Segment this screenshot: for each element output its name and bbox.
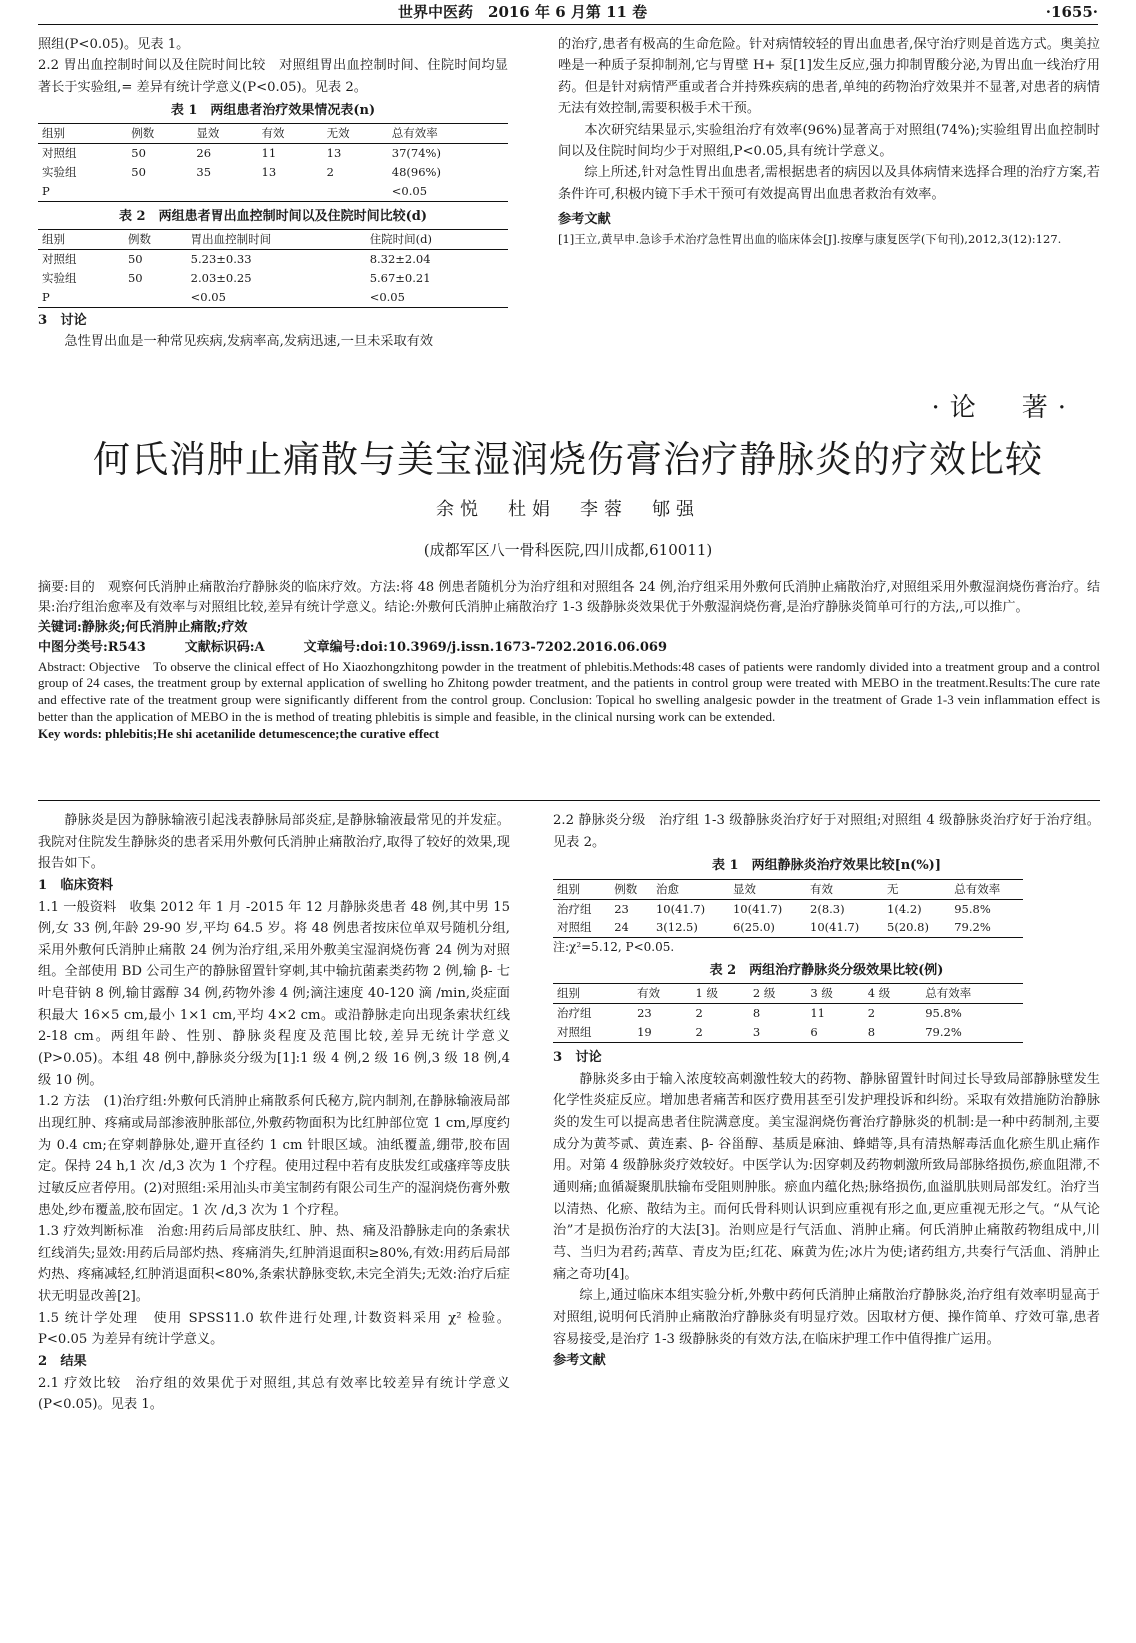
table-header-cell: 组别 [553,879,610,899]
table-cell: <0.05 [366,288,508,307]
table-header-cell: 显效 [192,124,257,144]
table-cell: 8 [864,1023,921,1042]
table-cell: 50 [127,251,143,266]
running-header [38,0,1098,25]
table-cell: 2.03±0.25 [190,270,252,285]
table-cell: 2 [695,1006,703,1021]
table-cell: 治疗组 [557,901,592,916]
prev-text: 的治疗,患者有极高的生命危险。针对病情较轻的胃出血患者,保守治疗则是首选方式。奥美拉唑是一种质子泵抑制剂,它与胃壁 H+ 泵[1]发生反应,强力抑制胃酸分泌,为胃出血一线治疗用药。但是针对病情严重或者合并持殊疾病的患者,单纯的药物治疗效果并不显著,对患者的病情无法有效控制,需要积极手术干预。 [558,37,1100,117]
table-header-cell: 总有效率 [921,984,1023,1004]
keywords-cn: 关键词:静脉炎;何氏消肿止痛散;疗效 [38,620,248,636]
table-cell: 5(20.8) [883,918,950,937]
section-heading: 2 结果 [38,1354,87,1370]
prev-table-2 [38,229,508,308]
table-cell: 10(41.7) [732,901,783,916]
prev-text: 本次研究结果显示,实验组治疗有效率(96%)显著高于对照组(74%);实验组胃出血控制时间以及住院时间均少于对照组,P<0.05,具有统计学意义。 [558,122,1100,159]
table-cell: 79.2% [950,918,1023,937]
table-cell: 48(96%) [391,165,441,180]
table-row [38,182,508,201]
prev-table-1 [38,123,508,202]
table-header-row [38,124,508,144]
article-authors: 余悦 杜娟 李蓉 郇强 [436,499,700,520]
article-text: 2.2 静脉炎分级 治疗组 1-3 级静脉炎治疗好于对照组;对照组 4 级静脉炎治疗好于治疗组。见表 2。 [553,813,1100,850]
table-cell: 95.8% [954,901,991,916]
table-cell: 3(12.5) [652,918,729,937]
table-cell: P [38,288,124,307]
table-cell: 5.67±0.21 [369,270,431,285]
keywords-en: Key words: phlebitis;He shi acetanilide detumescence;the curative effect [38,726,440,742]
table-header-cell: 胃出血控制时间 [187,229,366,249]
table-cell: 23 [614,901,629,916]
table-row [38,288,508,307]
section-heading: 3 讨论 [38,312,87,328]
table-caption: 表 1 两组患者治疗效果情况表(n) [170,103,376,119]
table-caption: 表 2 两组患者胃出血控制时间以及住院时间比较(d) [119,208,427,224]
article-text: 静脉炎是因为静脉输液引起浅表静脉局部炎症,是静脉输液最常见的并发症。我院对住院发生静脉炎的患者采用外敷何氏消肿止痛散治疗,取得了较好的效果,现报告如下。 [38,813,510,872]
article-table-2 [553,983,1023,1043]
section-tag: ·论 著· [931,393,1076,423]
table-cell: 10(41.7) [655,901,706,916]
table-caption: 表 2 两组治疗静脉炎分级效果比较(例) [709,963,944,979]
section-heading: 3 讨论 [553,1050,602,1066]
prev-text: 综上所述,针对急性胃出血患者,需根据患者的病因以及具体病情来选择合理的治疗方案,若条件许可,积极内镜下手术干预可有效提高胃出血患者救治有效率。 [558,165,1100,202]
table-header-row [38,229,508,249]
table-caption: 表 1 两组静脉炎治疗效果比较[n(%)] [712,858,941,874]
table-row [38,144,508,163]
table-cell: 6(25.0) [729,918,806,937]
table-row [38,269,508,288]
table-cell: 6 [806,1023,863,1042]
table-cell: 26 [196,146,212,161]
references-heading: 参考文献 [558,212,611,227]
table-cell: 对照组 [553,1023,633,1042]
abstract-block [38,578,1100,743]
table-row [553,1004,1023,1023]
table-cell [192,182,257,201]
table-header-row [553,984,1023,1004]
article-title: 何氏消肿止痛散与美宝湿润烧伤膏治疗静脉炎的疗效比较 [93,438,1043,481]
article-text: 静脉炎多由于输入浓度较高刺激性较大的药物、静脉留置针时间过长导致局部静脉壁发生化学性炎症反应。增加患者痛苦和医疗费用甚至引发护理投诉和纠纷。采取有效措施防治静脉炎的发生可以提高患者住院满意度。美宝湿润烧伤膏治疗静脉炎的机制:是一种中药制剂,主要成分为黄芩贰、黄连素、β- 谷甾醇、基质是麻油、蜂蜡等,具有清热解毒活血化瘀生肌止痛作用。对第 4 级静脉炎疗效较好。中医学认为:因穿刺及药物刺激所致局部脉络损伤,瘀血阻滞,不通则痛;血循凝聚肌肤输布受阻则肿胀。瘀血内蕴化热;脉络损伤,血溢肌肤则局部发红。治疗当以清热、化瘀、散结为主。而何氏骨科则认识到应重视有形之血,更应重视无形之气。“从气论治”才是损伤治疗的大法[3]。治则应是行气活血、消肿止痛。何氏消肿止痛散药物组成中,川芎、当归为君药;茜草、青皮为臣;红花、麻黄为佐;冰片为使;诸药组方,共奏行气活血、消肿止痛之奇功[4]。 [553,1071,1100,1282]
table-header-cell: 有效 [258,124,323,144]
table-cell: <0.05 [388,182,508,201]
table-row [553,918,1023,937]
table-cell: 35 [196,165,212,180]
abstract-divider [38,800,1100,801]
table-header-cell: 例数 [610,879,652,899]
table-header-cell: 有效 [633,984,691,1004]
table-header-cell: 2 级 [749,984,806,1004]
table-row [38,163,508,182]
table-cell: 5.23±0.33 [190,251,252,266]
table-header-cell: 组别 [38,229,124,249]
table-cell: 8 [752,1006,761,1021]
table-cell: 对照组 [42,251,77,266]
table-cell: 3 [749,1023,806,1042]
table-note: 注:χ²=5.12, P<0.05. [553,940,675,955]
table-cell: 8.32±2.04 [369,251,431,266]
table-header-cell: 4 级 [864,984,921,1004]
article-affiliation: (成都军区八一骨科医院,四川成都,610011) [423,541,713,559]
page-number: ·1655· [1045,2,1098,21]
article-text: 1.3 疗效判断标准 治愈:用药后局部皮肤红、肿、热、痛及沿静脉走向的条索状红线消失;显效:用药后局部灼热、疼痛消失,红肿消退面积≥80%,有效:用药后局部灼热、疼痛减轻,红肿消退面积<80%,条索状静脉变软,未完全消失;无效:治疗后症状无明显改善[2]。 [38,1224,510,1305]
section-heading: 1 临床资料 [38,877,114,893]
table-header-cell: 无效 [323,124,388,144]
table-cell: 实验组 [42,270,77,285]
article-text: 综上,通过临床本组实验分析,外敷中药何氏消肿止痛散治疗静脉炎,治疗组有效率明显高于对照组,说明何氏消肿止痛散治疗静脉炎有明显疗效。因取材方便、操作简单、疗效可靠,患者容易接受,是治疗 1-3 级静脉炎的有效方法,在临床护理工作中值得推广运用。 [553,1288,1100,1347]
table-cell: 79.2% [921,1023,1023,1042]
table-cell: 50 [131,165,146,180]
classification-line: 中图分类号:R543 文献标识码:A 文章编号:doi:10.3969/j.issn.1673-7202.2016.06.069 [38,640,667,656]
article-text: 2.1 疗效比较 治疗组的效果优于对照组,其总有效率比较差异有统计学意义(P<0.05)。见表 1。 [38,1375,510,1413]
table-cell: 23 [637,1006,652,1021]
table-cell: 治疗组 [557,1006,592,1021]
prev-text: 2.2 胃出血控制时间以及住院时间比较 对照组胃出血控制时间、住院时间均显著长于实验组,= 差异有统计学意义(P<0.05)。见表 2。 [38,58,508,95]
table-cell: 50 [127,270,143,285]
table-cell: 对照组 [553,918,610,937]
table-header-cell: 总有效率 [388,124,508,144]
table-cell: 24 [610,918,652,937]
table-cell: 19 [633,1023,691,1042]
article-table-1 [553,879,1023,939]
table-cell: 13 [326,146,342,161]
table-cell: P [38,182,127,201]
article-text: 1.2 方法 (1)治疗组:外敷何氏消肿止痛散系何氏秘方,院内制剂,在静脉输液局部出现红肿、疼痛或局部渗液肿胀部位,外敷药物面积为比红肿部位宽 1 cm,厚度约为 0.4 cm;在穿刺静脉处,避开直径约 1 cm 针眼区域。油纸覆盖,绷带,胶布固定。保持 24 h,1 次 /d,3 次为 1 个疗程。使用过程中若有皮肤发红或瘙痒等皮肤过敏反应者停用。(2)对照组:采用汕头市美宝制药有限公司生产的湿润烧伤膏外敷患处,纱布覆盖,胶布固定。1 次 /d,3 次为 1 个疗程。 [38,1094,510,1218]
table-header-row [553,879,1023,899]
table-header-cell: 3 级 [806,984,863,1004]
table-cell: 11 [261,146,277,161]
table-header-cell: 组别 [38,124,127,144]
table-cell: 2 [867,1006,876,1021]
article-left-column [38,810,510,1416]
table-header-cell: 1 级 [691,984,748,1004]
abstract-cn: 摘要:目的 观察何氏消肿止痛散治疗静脉炎的临床疗效。方法:将 48 例患者随机分为治疗组和对照组各 24 例,治疗组采用外敷何氏消肿止痛散治疗,对照组采用外敷湿润烧伤膏治疗。结果:治疗组治愈率及有效率与对照组比较,差异有统计学意义。结论:外敷何氏消肿止痛散治疗 1-3 级静脉炎效果优于外敷湿润烧伤膏,是治疗静脉炎简单可行的方法,,可以推广。 [38,580,1100,616]
table-cell: 1(4.2) [887,901,922,916]
table-row [38,249,508,268]
table-header-cell: 无 [883,879,950,899]
table-cell: 50 [131,146,146,161]
prev-right-column [558,34,1100,249]
table-header-cell: 总有效率 [950,879,1023,899]
table-row [553,899,1023,918]
table-cell: 37(74%) [391,146,441,161]
table-cell: 2 [326,165,334,180]
table-cell: 95.8% [925,1006,962,1021]
table-cell [323,182,388,201]
table-cell: 对照组 [42,146,77,161]
table-cell: 2 [691,1023,748,1042]
table-header-cell: 显效 [729,879,806,899]
table-cell [127,182,192,201]
table-cell: 11 [810,1006,825,1021]
table-header-cell: 有效 [806,879,883,899]
reference-item: [1]王立,黄早申.急诊手术治疗急性胃出血的临床体会[J].按摩与康复医学(下旬刊),2012,3(12):127. [558,232,1062,247]
article-right-column [553,810,1100,1372]
article-text: 1.5 统计学处理 使用 SPSS11.0 软件进行处理,计数资料采用 χ² 检验。P<0.05 为差异有统计学意义。 [38,1310,510,1348]
table-cell: 13 [261,165,277,180]
table-row [553,1023,1023,1042]
table-header-cell: 治愈 [652,879,729,899]
prev-text: 急性胃出血是一种常见疾病,发病率高,发病迅速,一旦未采取有效 [64,334,434,350]
table-header-cell: 例数 [124,229,187,249]
article-text: 1.1 一般资料 收集 2012 年 1 月 -2015 年 12 月静脉炎患者 48 例,其中男 15 例,女 33 例,年龄 29-90 岁,平均 64.5 岁。将 48 例患者按床位单双号随机分组,采用外敷何氏消肿止痛散 24 例为治疗组,采用外敷美宝湿润烧伤膏 24 例为对照组。全部使用 BD 公司生产的静脉留置针穿刺,其中输抗菌素类药物 2 例,输 β- 七叶皂苷钠 8 例,输甘露醇 34 例,药物外渗 4 例;滴注速度 40-120 滴 /min,炎症面积最大 16×5 cm,最小 1×1 cm,平均 4×2 cm。或沿静脉走向出现条索状红线 2-18 cm。两组年龄、性别、静脉炎程度及范围比较,差异无统计学意义(P>0.05)。本组 48 例中,静脉炎分级为[1]:1 级 4 例,2 级 16 例,3 级 18 例,4 级 10 例。 [38,899,510,1088]
table-header-cell: 例数 [127,124,192,144]
journal-issue: 世界中医药 2016 年 6 月第 11 卷 [398,2,648,21]
table-cell [124,288,187,307]
table-header-cell: 住院时间(d) [366,229,508,249]
table-cell [258,182,323,201]
references-heading: 参考文献 [553,1353,606,1369]
table-cell: 2(8.3) [810,901,845,916]
prev-text: 照组(P<0.05)。见表 1。 [38,37,190,52]
abstract-en: Abstract: Objective To observe the clinical effect of Ho Xiaozhongzhitong powder in the treatment of phlebitis.Methods:48 cases of patients were randomly divided into a treatment group and a control group of 24 cases, the treatment group by external application of swelling ho Zhitong powder treatment, and the patients in control group were treated with MEBO in the treatment.Results:The cure rate and effective rate of the treatment group were significantly different from the control group. Conclusion: Topical ho swelling analgesic powder in the treatment of Grade 1-3 vein inflammation effect is better than the application of MEBO in the is method of treating phlebitis is simple and feasible, in the clinical nursing work can be extended. [38,658,1100,725]
table-cell: 实验组 [42,165,77,180]
table-cell: 10(41.7) [806,918,883,937]
table-header-cell: 组别 [553,984,633,1004]
table-cell: <0.05 [187,288,366,307]
prev-left-column [38,34,508,352]
